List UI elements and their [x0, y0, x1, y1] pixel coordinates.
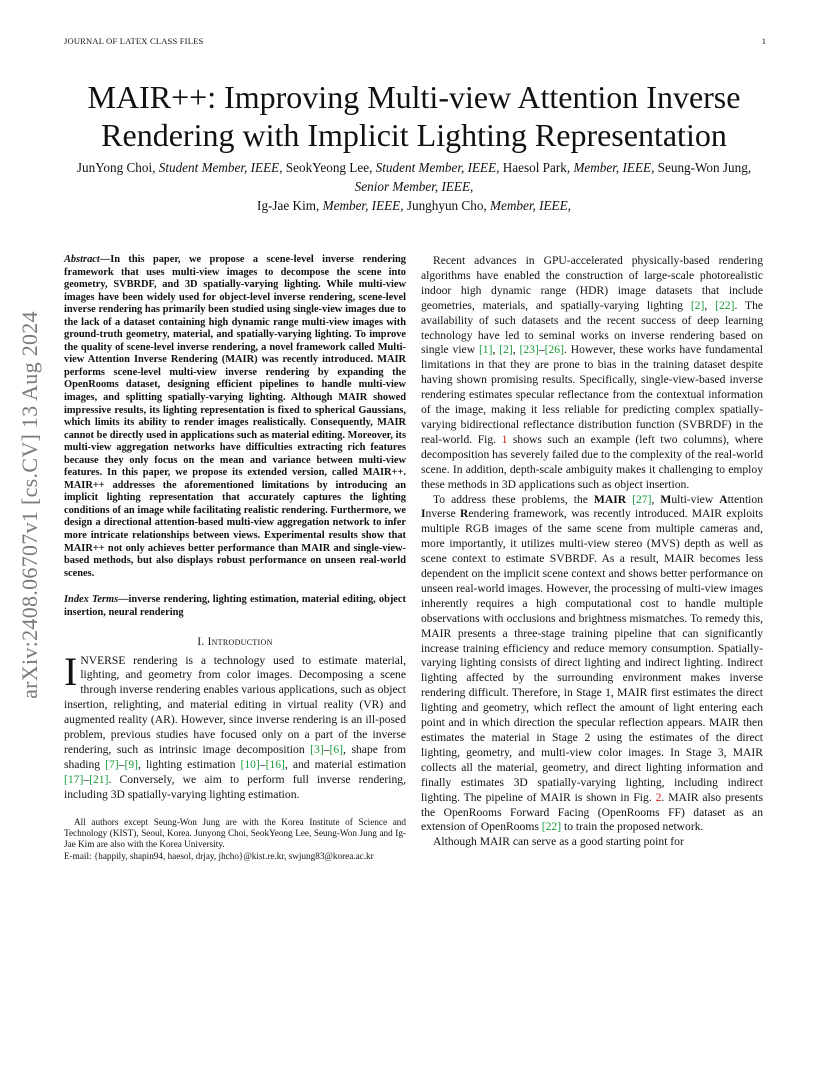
citation-link[interactable]: [27]	[632, 492, 652, 506]
citation-link[interactable]: [22]	[715, 298, 735, 312]
citation-link[interactable]: [17]	[64, 772, 84, 786]
drop-cap: I	[64, 648, 78, 694]
author	[286, 160, 500, 175]
right-column	[421, 254, 763, 850]
journal-name: JOURNAL OF LATEX CLASS FILES	[64, 36, 204, 46]
author-name: Ig-Jae Kim,	[257, 198, 323, 213]
bold-text: MAIR	[593, 492, 627, 506]
index-terms-text: inverse rendering, lighting estimation, material editing, object insertion, neural rendering	[64, 594, 406, 618]
author	[77, 160, 283, 175]
citation-link[interactable]: [26]	[544, 343, 564, 357]
section-number: I.	[197, 636, 205, 649]
left-column	[64, 254, 406, 862]
author-role: Student Member, IEEE,	[375, 160, 500, 175]
citation-link[interactable]: [21]	[89, 772, 109, 786]
author-name: Junghyun Cho,	[406, 198, 491, 213]
author	[407, 198, 571, 213]
author-list	[60, 158, 768, 215]
index-terms-label: Index Terms	[64, 594, 119, 606]
footnote-text: All authors except Seung-Won Jung are with the Korea Institute of Science and Technology (KIST), Seoul, Korea. Junyong Choi, SeokYeong Lee, Seung-Won Jung and Ig-Jae Kim are also with the Korea University.	[64, 816, 406, 850]
author	[257, 198, 404, 213]
footnote	[64, 817, 406, 863]
abstract: Abstract—In this paper, we propose a scene-level inverse rendering framework that uses multi-view images to decompose the scene into geometry, SVBRDF, and 3D spatially-varying lighting. While multi-view images have been widely used for object-level inverse rendering, scene-level inverse rendering has primarily been studied using single-view images due to the lack of a dataset containing high dynamic range multi-view images with ground-truth geometry, material, and spatially-varying lighting. To improve the quality of scene-level inverse rendering, a novel framework called Multi-view Attention Inverse Rendering (MAIR) was recently introduced. MAIR performs scene-level multi-view inverse rendering by expanding the OpenRooms dataset, designing efficient pipelines to handle multi-view images, and splitting spatially-varying lighting. Although MAIR showed impressive results, its lighting representation is fixed to spherical Gaussians, which limits its ability to render images realistically. Consequently, MAIR cannot be directly used in applications such as material editing. Moreover, its multi-view aggregation networks have difficulties extracting rich features because they only focus on the mean and variance between multi-view features. In this paper, we propose its extended version, called MAIR++. MAIR++ addresses the aforementioned limitations by introducing an implicit lighting representation that accurately captures the lighting conditions of an image while facilitating realistic rendering. Furthermore, we design a directional attention-based multi-view aggregation network to infer more intricate relationships between views. Experimental results show that MAIR++ not only achieves better performance than MAIR and single-view-based methods, but also displays robust performance on unseen real-world scenes.	[64, 254, 406, 579]
bold-text: A	[719, 492, 728, 506]
paper-title: MAIR++: Improving Multi-view Attention Inverse Rendering with Implicit Lighting Representation	[87, 79, 741, 153]
citation-link[interactable]: [7]	[105, 757, 119, 771]
intro-text: NVERSE rendering is a technology used to estimate material, lighting, and geometry from color images. Decomposing a scene through inverse rendering enables various applications, such as object insertion, relighting, and material editing in virtual reality (VR) and augmented reality (AR). However, since inverse rendering is an ill-posed problem, previous studies have focused only on a part of the inverse rendering, such as intrinsic image decomposition [3]–[6], shape from shading [7]–[9], lighting estimation [10]–[16], and material estimation [17]–[21]. Conversely, we aim to perform full inverse rendering, including 3D spatially-varying lighting estimation.	[64, 653, 407, 801]
author-role: Member, IEEE,	[322, 198, 404, 213]
author-name: Seung-Won Jung,	[657, 160, 752, 175]
citation-link[interactable]: [23]	[519, 343, 539, 357]
citation-link[interactable]: [16]	[265, 757, 285, 771]
index-terms: Index Terms—inverse rendering, lighting estimation, material editing, object insertion, neural rendering	[64, 594, 406, 618]
arxiv-stamp	[12, 255, 48, 755]
bold-text: M	[660, 492, 672, 506]
page-number: 1	[761, 36, 766, 46]
paragraph: Recent advances in GPU-accelerated physically-based rendering algorithms have enabled the construction of large-scale photorealistic indoor high dynamic range (HDR) image datasets that include geometries, materials, and spatially-varying lighting [2], [22]. The availability of such datasets and the recent success of deep learning technology have led to seminal works on inverse rendering based on single view [1], [2], [23]–[26]. However, these works have fundamental limitations in that they are prone to bias in the training dataset despite having shown promising results. Specifically, single-view-based inverse rendering estimates specular reflectance from the contextual information of the image, making it less reliable for predicting complex spatially-varying bidirectional reflectance distribution function (SVBRDF) in the real-world. Fig. 1 shows such an example (left two columns), where decomposition has severely failed due to the complexity of the real-world scene. In addition, depth-scale ambiguity makes it challenging to employ these methods in 3D applications such as object insertion.	[421, 254, 764, 491]
author-role: Member, IEEE,	[573, 160, 655, 175]
paragraph: Although MAIR can serve as a good starting point for	[433, 835, 684, 849]
author-name: JunYong Choi,	[76, 160, 159, 175]
author-name: Haesol Park,	[502, 160, 574, 175]
figure-link[interactable]: 2	[655, 790, 662, 804]
citation-link[interactable]: [2]	[499, 343, 513, 357]
arxiv-stamp-text: arXiv:2408.06707v1 [cs.CV] 13 Aug 2024	[17, 311, 43, 699]
intro-paragraph	[64, 648, 407, 803]
author-role: Member, IEEE,	[490, 198, 571, 213]
author-role: Senior Member, IEEE,	[354, 179, 474, 194]
citation-link[interactable]: [9]	[124, 757, 138, 771]
author-name: SeokYeong Lee,	[285, 160, 376, 175]
citation-link[interactable]: [10]	[240, 757, 260, 771]
citation-link[interactable]: [6]	[329, 743, 344, 756]
author-role: Student Member, IEEE,	[158, 160, 283, 175]
figure-link[interactable]: 1	[501, 432, 508, 446]
citation-link[interactable]: [2]	[690, 298, 705, 312]
section-heading	[64, 635, 406, 649]
author	[503, 160, 655, 175]
bold-text: R	[460, 507, 469, 521]
bold-text: I	[421, 507, 426, 521]
citation-link[interactable]: [22]	[541, 820, 562, 834]
section-title: Introduction	[207, 636, 273, 649]
abstract-text: In this paper, we propose a scene-level inverse rendering framework that uses multi-view images to decompose the scene into geometry, SVBRDF, and 3D spatially-varying lighting. While multi-view images have been widely used for object-level inverse rendering, scene-level inverse rendering has primarily been studied using single-view images due to the lack of a dataset containing high dynamic range multi-view images with ground-truth geometry, material, and spatially-varying lighting. To improve the quality of scene-level inverse rendering, a novel framework called Multi-view Attention Inverse Rendering (MAIR) was recently introduced. MAIR performs scene-level multi-view inverse rendering by expanding the OpenRooms dataset, designing efficient pipelines to handle multi-view images, and splitting spatially-varying lighting. Although MAIR showed impressive results, its lighting representation is fixed to spherical Gaussians, which limits its ability to render images realistically. Consequently, MAIR cannot be directly used in applications such as material editing. Moreover, its multi-view aggregation networks have difficulties extracting rich features because they only focus on the mean and variance between multi-view features. In this paper, we propose its extended version, called MAIR++. MAIR++ addresses the aforementioned limitations by introducing an implicit lighting representation that accurately captures the lighting conditions of an image while facilitating realistic rendering. Furthermore, we design a directional attention-based multi-view aggregation network to infer more intricate relationships between views. Experimental results show that MAIR++ not only achieves better performance than MAIR and single-view-based methods, but also displays robust performance on unseen real-world scenes.	[64, 254, 406, 579]
paragraph: To address these problems, the MAIR [27], Multi-view Attention Inverse Rendering framework, was recently introduced. MAIR exploits multiple RGB images of the same scene from multiple cameras and, more importantly, it utilizes multi-view stereo (MVS) depth as well as scene context to estimate SVBRDF. As a result, MAIR becomes less dependent on the implicit scene context and shows better performance on unseen real-world images. However, the processing of multi-view images inherently requires a high computational cost to handle multiple observations with occlusions and brightness mismatches. To remedy this, MAIR presents a three-stage training pipeline that can significantly increase training efficiency and reduce memory consumption. Spatially-varying lighting consists of direct lighting and indirect lighting. Indirect lighting affected by the surrounding environment makes inverse rendering difficult. Therefore, in Stage 1, MAIR first estimates the direct lighting and geometry, which reflect the amount of light entering each point and in which direction the specular reflection appears. MAIR then estimates the material in Stage 2 using the estimates of the direct lighting, geometry, and multi-view color images. In Stage 3, MAIR collects all the material, geometry, and direct lighting information and finally estimates 3D spatially-varying lighting, including indirect lighting. The pipeline of MAIR is shown in Fig. 2. MAIR also presents the OpenRooms Forward Facing (OpenRooms FF) dataset as an extension of OpenRooms [22] to train the proposed network.	[421, 492, 763, 834]
citation-link[interactable]: [3]	[310, 743, 324, 756]
abstract-label: Abstract	[64, 254, 100, 265]
footnote-email: E-mail: {happily, shapin94, haesol, drjay, jhcho}@kist.re.kr, swjung83@korea.ac.kr	[64, 850, 374, 861]
citation-link[interactable]: [1]	[478, 343, 493, 357]
journal-header	[64, 36, 203, 46]
